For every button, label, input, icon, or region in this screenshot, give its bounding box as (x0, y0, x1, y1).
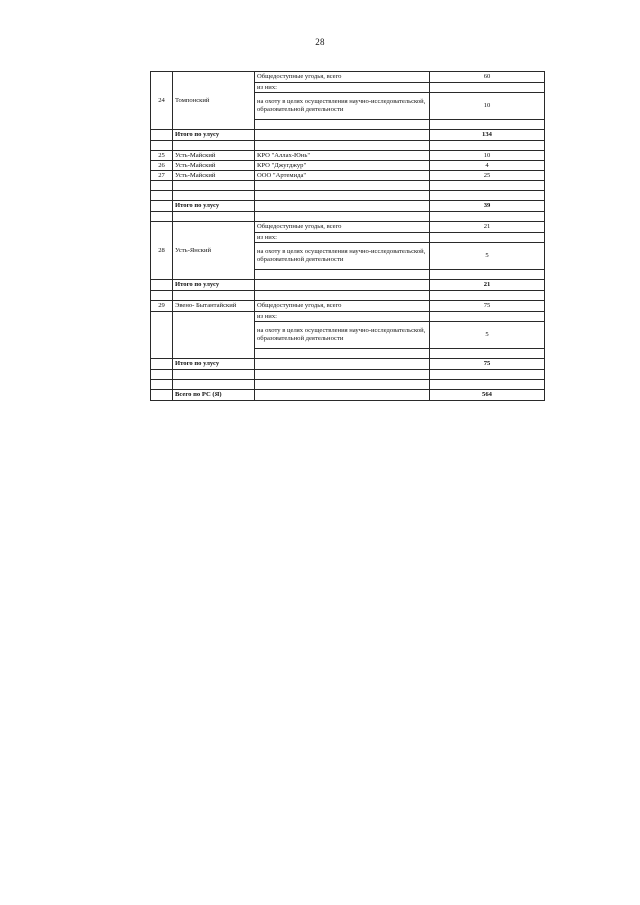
quota-value: 75 (430, 301, 545, 312)
page-number: 28 (315, 37, 325, 47)
table-row (151, 161, 545, 171)
grand-total-value: 564 (430, 390, 545, 401)
district-name: Усть-Янский (173, 222, 255, 280)
category-label: Общедоступные угодья, всего (255, 301, 430, 312)
category-label: на охоту в целях осуществления научно-исследовательской, образовательной деятельности (255, 93, 430, 120)
quota-value: 25 (430, 171, 545, 181)
grand-total-label: Всего по РС (Я) (173, 390, 255, 401)
organization-name: КРО "Джугджур" (255, 161, 430, 171)
spacer-row (151, 291, 545, 301)
category-label: на охоту в целях осуществления научно-исследовательской, образовательной деятельности (255, 322, 430, 349)
row-number: 28 (151, 222, 173, 280)
quota-value: 10 (430, 151, 545, 161)
spacer-row (151, 181, 545, 191)
district-name: Усть-Майский (173, 171, 255, 181)
spacer-row (151, 141, 545, 151)
category-label: из них: (255, 312, 430, 322)
category-label: на охоту в целях осуществления научно-исследовательской, образовательной деятельности (255, 243, 430, 270)
subtotal-label: Итого по улусу (173, 280, 255, 291)
quota-value (430, 83, 545, 93)
row-number: 29 (151, 301, 173, 312)
district-name: Усть-Майский (173, 151, 255, 161)
category-label: из них: (255, 83, 430, 93)
table-row (151, 301, 545, 312)
organization-name: КРО "Аллах-Юнь" (255, 151, 430, 161)
row-number: 24 (151, 72, 173, 130)
district-name: Томпонский (173, 72, 255, 130)
table-row (151, 72, 545, 83)
spacer-row (151, 212, 545, 222)
row-number: 25 (151, 151, 173, 161)
organization-name: ООО "Артемида" (255, 171, 430, 181)
district-name: Усть-Майский (173, 161, 255, 171)
spacer-row (151, 370, 545, 380)
table-row (151, 151, 545, 161)
quota-value: 10 (430, 93, 545, 120)
category-label: Общедоступные угодья, всего (255, 72, 430, 83)
subtotal-row (151, 130, 545, 141)
hunting-quota-table (150, 71, 545, 401)
category-label: из них: (255, 233, 430, 243)
table-row (151, 312, 545, 322)
spacer-row (151, 191, 545, 201)
quota-value (430, 233, 545, 243)
subtotal-label: Итого по улусу (173, 359, 255, 370)
spacer-row (151, 380, 545, 390)
quota-value (430, 312, 545, 322)
table-row (151, 222, 545, 233)
quota-value: 5 (430, 322, 545, 349)
quota-value: 21 (430, 222, 545, 233)
subtotal-value: 39 (430, 201, 545, 212)
row-number: 26 (151, 161, 173, 171)
subtotal-row (151, 280, 545, 291)
district-name: Эвено- Бытантайский (173, 301, 255, 312)
quota-value: 5 (430, 243, 545, 270)
category-label: Общедоступные угодья, всего (255, 222, 430, 233)
quota-value: 60 (430, 72, 545, 83)
subtotal-row (151, 201, 545, 212)
subtotal-label: Итого по улусу (173, 130, 255, 141)
subtotal-label: Итого по улусу (173, 201, 255, 212)
quota-value: 4 (430, 161, 545, 171)
grand-total-row (151, 390, 545, 401)
subtotal-value: 134 (430, 130, 545, 141)
subtotal-value: 75 (430, 359, 545, 370)
subtotal-value: 21 (430, 280, 545, 291)
row-number: 27 (151, 171, 173, 181)
table-row (151, 171, 545, 181)
subtotal-row (151, 359, 545, 370)
